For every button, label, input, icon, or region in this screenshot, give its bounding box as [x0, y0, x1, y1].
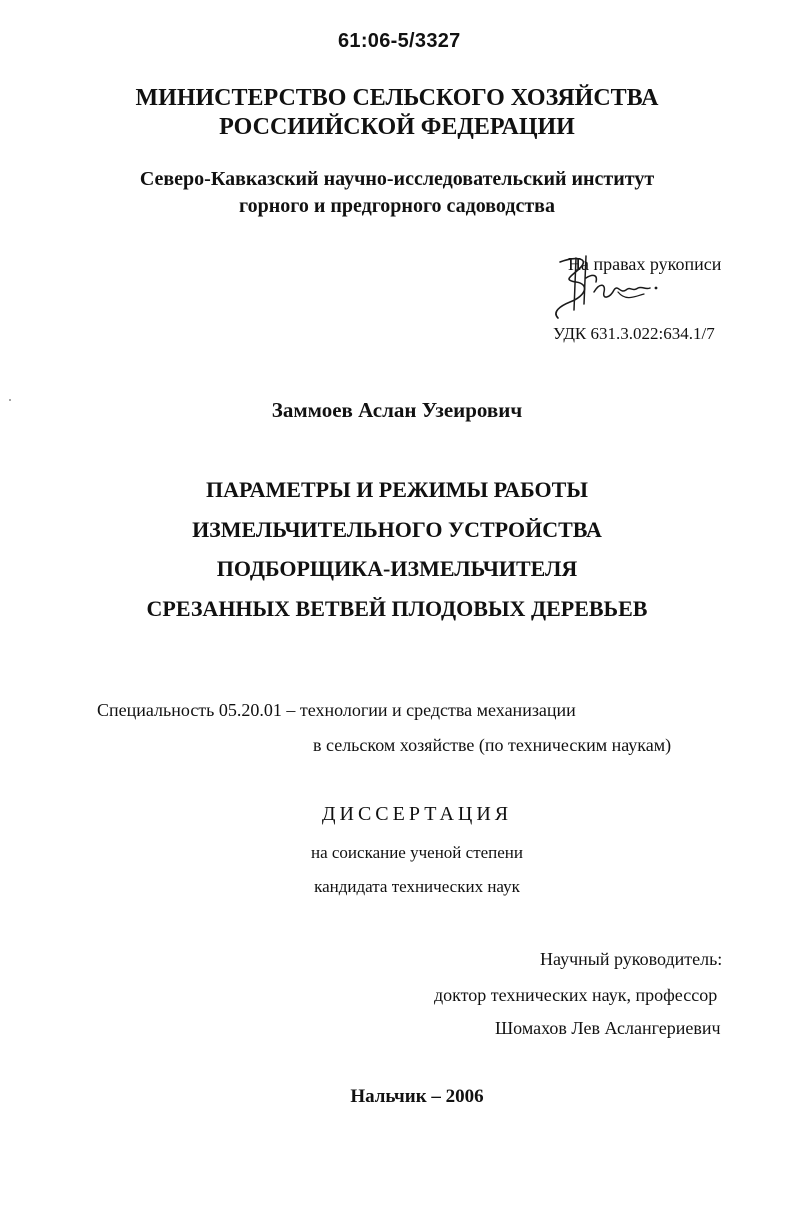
degree-line-2: кандидата технических наук: [314, 877, 520, 896]
institute-line-1: Северо-Кавказский научно-исследовательский институт: [139, 168, 655, 190]
title-line-3: ПОДБОРЩИКА-ИЗМЕЛЬЧИТЕЛЯ: [216, 556, 578, 581]
author-name: Заммоев Аслан Узеирович: [271, 398, 523, 422]
supervisor-name: Шомахов Лев Аслангериевич: [495, 1018, 721, 1038]
handwritten-signature: [546, 252, 664, 324]
title-line-2: ИЗМЕЛЬЧИТЕЛЬНОГО УСТРОЙСТВА: [192, 516, 602, 542]
udk-code: УДК 631.3.022:634.1/7: [553, 324, 715, 343]
specialty-line-1: Специальность 05.20.01 – технологии и средства механизации: [97, 700, 576, 720]
supervisor-label: Научный руководитель:: [540, 949, 723, 969]
institute-line-2: горного и предгорного садоводства: [239, 195, 555, 217]
dissertation-title: [0, 470, 794, 628]
document-number: 61:06-5/3327: [338, 30, 461, 52]
document-type: ДИССЕРТАЦИЯ: [321, 803, 513, 825]
place-and-year: Нальчик – 2006: [350, 1086, 484, 1107]
ministry-line-2: РОССИИЙСКОЙ ФЕДЕРАЦИИ: [219, 114, 575, 140]
supervisor-degree: доктор технических наук, профессор: [434, 985, 718, 1005]
ministry-line-1: МИНИСТЕРСТВО СЕЛЬСКОГО ХОЗЯЙСТВА: [135, 85, 659, 111]
institute-header: [0, 166, 794, 220]
title-line-4: СРЕЗАННЫХ ВЕТВЕЙ ПЛОДОВЫХ ДЕРЕВЬЕВ: [146, 595, 648, 621]
specialty-line-2: в сельском хозяйстве (по техническим наукам): [313, 735, 672, 755]
ministry-header: [0, 84, 794, 142]
manuscript-rights-note: На правах рукописи: [568, 254, 722, 274]
title-line-1: ПАРАМЕТРЫ И РЕЖИМЫ РАБОТЫ: [206, 477, 588, 502]
degree-line-1: на соискание ученой степени: [310, 843, 524, 862]
